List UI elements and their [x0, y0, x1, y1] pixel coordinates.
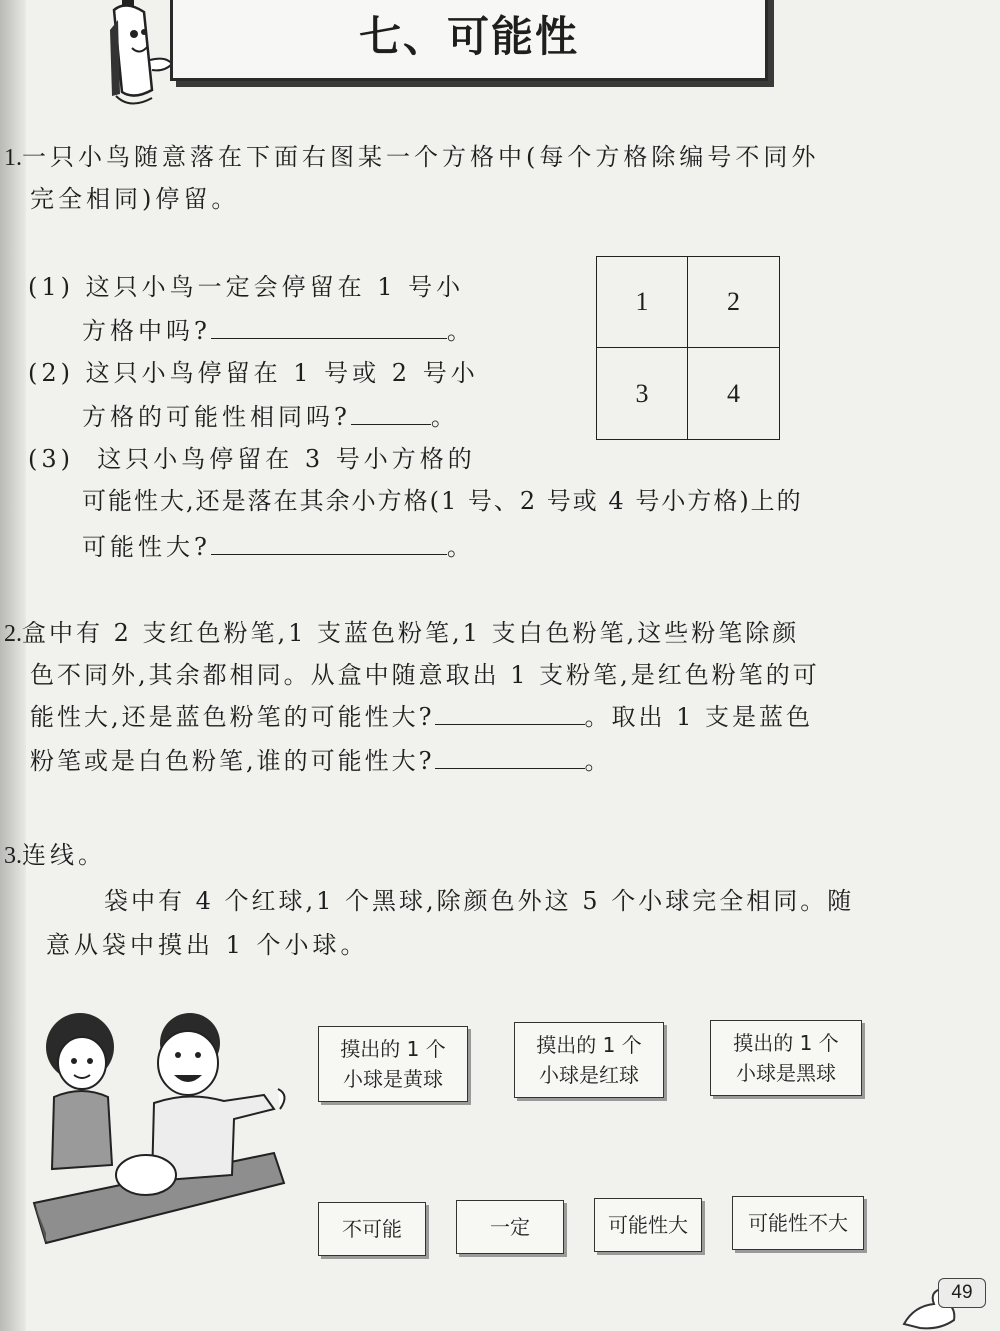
- q1-sub2-line1: (2) 这只小鸟停留在 1 号或 2 号小: [28, 359, 479, 387]
- outcome-black-ball-box[interactable]: 摸出的 1 个 小球是黑球: [710, 1020, 862, 1096]
- q1-sub2-answer-blank[interactable]: [351, 404, 431, 425]
- outcome-red-ball-box[interactable]: 摸出的 1 个 小球是红球: [514, 1022, 664, 1098]
- q1-sub3-answer-blank[interactable]: [211, 534, 447, 555]
- grid-cell-2: 2: [688, 257, 779, 348]
- grid-cell-3: 3: [597, 348, 688, 439]
- q3-line1: 袋中有 4 个红球,1 个黑球,除颜色外这 5 个小球完全相同。随: [104, 887, 855, 915]
- q1-sub3-line3: 可能性大? 。: [82, 533, 475, 561]
- option-unlikely-box[interactable]: 可能性不大: [732, 1196, 864, 1250]
- four-square-grid: [596, 256, 780, 440]
- q1-line1: 1.一只小鸟随意落在下面右图某一个方格中(每个方格除编号不同外: [4, 143, 820, 171]
- q1-line2: 完全相同)停留。: [30, 185, 240, 213]
- q1-sub3-line2: 可能性大,还是落在其余小方格(1 号、2 号或 4 号小方格)上的: [82, 487, 803, 515]
- page-number: 49: [938, 1278, 986, 1308]
- q2-answer-blank-1[interactable]: [435, 704, 585, 725]
- q1-sub3-line1: (3) 这只小鸟停留在 3 号小方格的: [28, 445, 476, 473]
- q1-sub2-line2: 方格的可能性相同吗? 。: [82, 403, 459, 431]
- option-impossible-box[interactable]: 不可能: [318, 1202, 426, 1256]
- option-likely-box[interactable]: 可能性大: [594, 1198, 702, 1252]
- q3-heading: 3.连线。: [4, 841, 106, 869]
- outcome-yellow-ball-box[interactable]: 摸出的 1 个 小球是黄球: [318, 1026, 468, 1102]
- q1-sub1-answer-blank[interactable]: [211, 318, 447, 339]
- page-binding-shadow: [0, 0, 26, 1331]
- q2-line2: 色不同外,其余都相同。从盒中随意取出 1 支粉笔,是红色粉笔的可: [30, 661, 820, 689]
- q1-number: 1.: [4, 145, 22, 171]
- grid-cell-4: 4: [727, 378, 740, 408]
- q2-line4: 粉笔或是白色粉笔,谁的可能性大? 。: [30, 747, 612, 775]
- q2-number: 2.: [4, 621, 22, 647]
- q1-sub1-line1: (1) 这只小鸟一定会停留在 1 号小: [28, 273, 465, 301]
- grid-cell-1: 1: [597, 257, 688, 348]
- q1-sub1-line2: 方格中吗? 。: [82, 317, 475, 345]
- q2-answer-blank-2[interactable]: [435, 748, 585, 769]
- title-banner: [170, 0, 768, 81]
- chapter-title: 七、可能性: [358, 12, 579, 61]
- q3-number: 3.: [4, 843, 22, 869]
- pencil-mascot-illustration: [100, 0, 180, 110]
- children-illustration: [28, 1005, 288, 1245]
- q2-line3: 能性大,还是蓝色粉笔的可能性大? 。取出 1 支是蓝色: [30, 703, 814, 731]
- q2-line1: 2.盒中有 2 支红色粉笔,1 支蓝色粉笔,1 支白色粉笔,这些粉笔除颜: [4, 619, 800, 647]
- option-certain-box[interactable]: 一定: [456, 1200, 564, 1254]
- q3-line2: 意从袋中摸出 1 个小球。: [46, 931, 369, 959]
